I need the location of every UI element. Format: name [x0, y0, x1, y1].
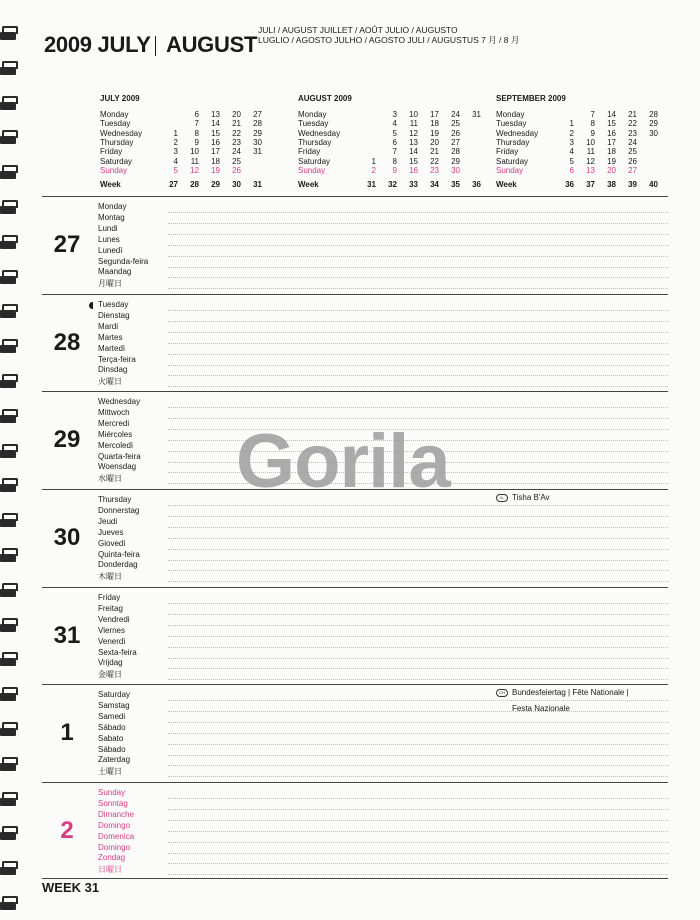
watermark-logo: Gorila [236, 419, 450, 504]
mini-date: 11 [586, 147, 595, 157]
holiday-note [496, 688, 629, 697]
day-name-translation: Domingo [98, 842, 131, 852]
mini-date: 26 [232, 165, 241, 175]
writing-line[interactable] [168, 679, 668, 680]
day-name-translation: Samedi [98, 711, 126, 721]
spiral-ring [0, 235, 20, 253]
writing-line[interactable] [168, 223, 668, 224]
day-name-translation: Maandag [98, 267, 132, 277]
mini-day-label: Wednesday [100, 128, 143, 138]
day-number: 30 [53, 524, 81, 551]
mini-date: 22 [628, 119, 637, 129]
mini-day-label: Friday [298, 147, 321, 157]
mini-date: 29 [253, 128, 262, 138]
day-number: 28 [53, 329, 81, 356]
mini-date: 18 [430, 119, 439, 129]
spiral-ring [0, 826, 20, 844]
mini-date: 25 [628, 147, 637, 157]
mini-date: 23 [430, 165, 439, 175]
mini-date: 11 [190, 156, 199, 166]
mini-calendar-title: JULY 2009 [100, 94, 140, 103]
spiral-ring [0, 548, 20, 566]
spiral-ring [0, 757, 20, 775]
spiral-ring [0, 409, 20, 427]
writing-line[interactable] [168, 765, 668, 766]
mini-date: 1 [569, 119, 574, 129]
mini-week-number: 40 [649, 180, 658, 189]
writing-line[interactable] [168, 700, 668, 701]
mini-day-label: Thursday [100, 137, 134, 147]
day-name-translation: Lunedì [98, 245, 123, 255]
mini-day-label: Monday [496, 110, 525, 119]
mini-date: 26 [628, 156, 637, 166]
mini-date: 27 [628, 165, 637, 175]
writing-line[interactable] [168, 332, 668, 333]
day-name-translation: Segunda-feira [98, 256, 149, 266]
day-name-translation: Tuesday [98, 300, 129, 309]
mini-date: 6 [194, 110, 199, 119]
day-name-translation: Dimanche [98, 809, 135, 819]
mini-week-number: 29 [211, 180, 220, 189]
mini-day-label: Tuesday [496, 119, 527, 129]
day-name-translation: Viernes [98, 625, 125, 635]
mini-date: 31 [253, 147, 262, 157]
mini-date: 15 [409, 156, 418, 166]
day-block[interactable] [42, 588, 668, 684]
mini-date: 26 [451, 128, 460, 138]
day-name-translation: Freitag [98, 603, 123, 613]
mini-date: 22 [232, 128, 241, 138]
mini-date: 2 [371, 165, 376, 175]
writing-line[interactable] [168, 310, 668, 311]
mini-date: 19 [430, 128, 439, 138]
spiral-ring [0, 687, 20, 705]
writing-line[interactable] [168, 636, 668, 637]
day-name-translation: Zaterdag [98, 755, 131, 765]
writing-line[interactable] [168, 321, 668, 322]
mini-date: 1 [173, 128, 178, 138]
day-name-translation: Terça-feira [98, 354, 136, 364]
mini-date: 7 [392, 147, 397, 157]
holiday-note [496, 493, 550, 502]
day-name-translation: Monday [98, 202, 127, 211]
mini-date: 19 [211, 165, 220, 175]
writing-line[interactable] [168, 625, 668, 626]
writing-line[interactable] [168, 853, 668, 854]
mini-week-number: 30 [232, 180, 241, 189]
mini-date: 9 [194, 137, 199, 147]
bottom-rule [42, 878, 668, 879]
day-name-translation: 水曜日 [98, 474, 122, 484]
mini-date: 24 [628, 137, 637, 147]
mini-week-label: Week [496, 180, 517, 189]
mini-date: 25 [232, 156, 241, 166]
mini-date: 13 [586, 165, 595, 175]
day-block[interactable] [42, 783, 668, 879]
writing-line[interactable] [168, 234, 668, 235]
mini-date: 4 [392, 119, 397, 129]
day-block[interactable] [42, 295, 668, 391]
writing-line[interactable] [168, 755, 668, 756]
mini-date: 4 [569, 147, 574, 157]
mini-date: 18 [211, 156, 220, 166]
spiral-ring [0, 270, 20, 288]
mini-week-number: 37 [586, 180, 595, 189]
mini-day-label: Saturday [298, 156, 331, 166]
mini-date: 21 [628, 110, 637, 119]
spiral-ring [0, 130, 20, 148]
writing-line[interactable] [168, 277, 668, 278]
mini-calendar-title: SEPTEMBER 2009 [496, 94, 566, 103]
spiral-ring [0, 374, 20, 392]
mini-week-number: 32 [388, 180, 397, 189]
mini-date: 4 [173, 156, 178, 166]
mini-day-label: Tuesday [298, 119, 329, 129]
day-name-translation: Lunes [98, 234, 120, 244]
mini-week-number: 36 [472, 180, 481, 189]
day-name-translation: Montag [98, 212, 125, 222]
day-name-translation: Martedì [98, 343, 126, 353]
writing-line[interactable] [168, 365, 668, 366]
day-number: 2 [60, 817, 74, 844]
mini-date: 8 [590, 119, 595, 129]
mini-date: 3 [392, 110, 397, 119]
mini-week-label: Week [298, 180, 319, 189]
day-name-translation: Domenica [98, 831, 135, 841]
mini-date: 20 [430, 137, 439, 147]
mini-date: 19 [607, 156, 616, 166]
header-month-august: AUGUST [166, 32, 258, 57]
day-name-translation: Quarta-feira [98, 451, 141, 461]
mini-week-number: 27 [169, 180, 178, 189]
spiral-ring [0, 165, 20, 183]
writing-line[interactable] [168, 288, 668, 289]
writing-line[interactable] [168, 820, 668, 821]
day-name-translation: Jeudi [98, 516, 118, 526]
spiral-ring [0, 200, 20, 218]
spiral-ring [0, 861, 20, 879]
mini-date: 5 [173, 165, 178, 175]
writing-line[interactable] [168, 386, 668, 387]
writing-line[interactable] [168, 798, 668, 799]
mini-date: 24 [451, 110, 460, 119]
day-name-translation: Donnerstag [98, 505, 140, 515]
writing-line[interactable] [168, 711, 668, 712]
mini-date: 31 [472, 110, 481, 119]
day-block[interactable] [42, 685, 668, 781]
writing-line[interactable] [168, 375, 668, 376]
mini-date: 27 [253, 110, 262, 119]
mini-day-label: Thursday [298, 137, 332, 147]
mini-week-number: 28 [190, 180, 199, 189]
spiral-ring [0, 896, 20, 914]
mini-date: 16 [211, 137, 220, 147]
day-name-translation: Thursday [98, 495, 132, 504]
writing-line[interactable] [168, 527, 668, 528]
writing-line[interactable] [168, 614, 668, 615]
writing-line[interactable] [168, 538, 668, 539]
moon-phase-icon [89, 302, 93, 309]
writing-line[interactable] [168, 570, 668, 571]
mini-date: 18 [607, 147, 616, 157]
mini-date: 6 [569, 165, 574, 175]
mini-day-label: Saturday [100, 156, 133, 166]
spiral-ring [0, 304, 20, 322]
writing-line[interactable] [168, 733, 668, 734]
spiral-ring [0, 26, 20, 44]
day-name-translation: Dienstag [98, 310, 130, 320]
day-name-translation: Samstag [98, 700, 130, 710]
writing-line[interactable] [168, 668, 668, 669]
header-translations-line1: JULI / AUGUST JUILLET / AOÛT JULIO / AUGUSTO [258, 25, 458, 35]
mini-date: 17 [430, 110, 439, 119]
mini-date: 27 [451, 137, 460, 147]
spiral-ring [0, 583, 20, 601]
day-name-translation: Lundi [98, 223, 118, 233]
mini-date: 5 [569, 156, 574, 166]
writing-line[interactable] [168, 744, 668, 745]
mini-date: 14 [607, 110, 616, 119]
mini-date: 25 [451, 119, 460, 129]
day-name-translation: Domingo [98, 820, 131, 830]
day-name-translation: Mercoledì [98, 440, 134, 450]
day-name-translation: Dinsdag [98, 365, 128, 375]
mini-date: 7 [194, 119, 199, 129]
spiral-ring [0, 513, 20, 531]
mini-day-label: Sunday [298, 165, 326, 175]
day-name-translation: Jueves [98, 527, 124, 537]
mini-date: 6 [392, 137, 397, 147]
country-badge-icon: CH [496, 689, 508, 697]
mini-date: 7 [590, 110, 595, 119]
mini-week-number: 31 [367, 180, 376, 189]
mini-day-label: Monday [100, 110, 129, 119]
spiral-ring [0, 792, 20, 810]
spiral-ring [0, 478, 20, 496]
spiral-ring [0, 618, 20, 636]
mini-date: 17 [607, 137, 616, 147]
mini-date: 17 [211, 147, 220, 157]
holiday-name: Tisha B'Av [512, 493, 550, 502]
day-name-translation: Venerdì [98, 636, 126, 646]
day-name-translation: Woensdag [98, 462, 137, 472]
day-name-translation: 木曜日 [98, 572, 122, 582]
country-badge-icon: IL [496, 494, 508, 502]
mini-day-label: Wednesday [298, 128, 341, 138]
mini-week-number: 34 [430, 180, 439, 189]
mini-date: 30 [649, 128, 658, 138]
mini-day-label: Sunday [496, 165, 524, 175]
mini-date: 23 [232, 137, 241, 147]
day-name-translation: 日曜日 [98, 865, 122, 875]
day-name-translation: Vendredi [98, 614, 130, 624]
mini-date: 24 [232, 147, 241, 157]
mini-date: 29 [451, 156, 460, 166]
mini-date: 12 [409, 128, 418, 138]
mini-date: 30 [451, 165, 460, 175]
mini-date: 28 [649, 110, 658, 119]
day-name-translation: 月曜日 [98, 279, 122, 289]
writing-line[interactable] [168, 354, 668, 355]
mini-date: 21 [430, 147, 439, 157]
day-name-translation: Mercredi [98, 418, 130, 428]
writing-line[interactable] [168, 658, 668, 659]
mini-date: 9 [590, 128, 595, 138]
mini-date: 20 [232, 110, 241, 119]
writing-line[interactable] [168, 603, 668, 604]
mini-date: 3 [569, 137, 574, 147]
writing-line[interactable] [168, 407, 668, 408]
mini-date: 11 [409, 119, 418, 129]
spiral-ring [0, 722, 20, 740]
day-number: 27 [53, 231, 81, 258]
mini-date: 30 [253, 137, 262, 147]
day-name-translation: Vrijdag [98, 658, 123, 668]
mini-day-label: Sunday [100, 165, 128, 175]
mini-day-label: Monday [298, 110, 327, 119]
header-year-month: 2009 JULY [44, 32, 151, 57]
mini-date: 14 [409, 147, 418, 157]
writing-line[interactable] [168, 267, 668, 268]
mini-date: 28 [451, 147, 460, 157]
mini-day-label: Saturday [496, 156, 529, 166]
mini-date: 16 [607, 128, 616, 138]
mini-week-label: Week [100, 180, 121, 189]
day-name-translation: Zondag [98, 853, 126, 863]
day-name-translation: Martes [98, 332, 123, 342]
writing-line[interactable] [168, 560, 668, 561]
mini-date: 10 [586, 137, 595, 147]
day-name-translation: Donderdag [98, 560, 138, 570]
writing-line[interactable] [168, 776, 668, 777]
writing-line[interactable] [168, 212, 668, 213]
mini-date: 8 [392, 156, 397, 166]
mini-week-number: 35 [451, 180, 460, 189]
mini-day-label: Wednesday [496, 128, 539, 138]
writing-line[interactable] [168, 505, 668, 506]
mini-date: 12 [190, 165, 199, 175]
mini-date: 2 [569, 128, 574, 138]
spiral-ring [0, 652, 20, 670]
writing-line[interactable] [168, 809, 668, 810]
day-name-translation: Mittwoch [98, 407, 130, 417]
spiral-ring [0, 61, 20, 79]
writing-line[interactable] [168, 831, 668, 832]
mini-date: 15 [211, 128, 220, 138]
mini-date: 29 [649, 119, 658, 129]
writing-line[interactable] [168, 842, 668, 843]
spiral-ring [0, 444, 20, 462]
day-number: 31 [53, 622, 81, 649]
day-name-translation: Friday [98, 593, 121, 602]
mini-date: 16 [409, 165, 418, 175]
mini-date: 1 [371, 156, 376, 166]
spiral-ring [0, 96, 20, 114]
mini-date: 15 [607, 119, 616, 129]
day-name-translation: Saturday [98, 690, 131, 699]
mini-date: 13 [211, 110, 220, 119]
mini-week-number: 39 [628, 180, 637, 189]
day-name-translation: Sábado [98, 744, 126, 754]
header-translations-line2: LUGLIO / AGOSTO JULHO / AGOSTO JULI / AUGUSTUS 7 月 / 8 月 [258, 35, 520, 45]
week-footer: WEEK 31 [42, 880, 100, 895]
mini-date: 9 [392, 165, 397, 175]
mini-week-number: 33 [409, 180, 418, 189]
writing-line[interactable] [168, 343, 668, 344]
day-name-translation: Mardi [98, 321, 119, 331]
day-name-translation: Giovedì [98, 538, 126, 548]
writing-line[interactable] [168, 549, 668, 550]
mini-date: 28 [253, 119, 262, 129]
day-name-translation: Wednesday [98, 397, 141, 406]
day-name-translation: 火曜日 [98, 377, 122, 387]
mini-date: 21 [232, 119, 241, 129]
mini-date: 14 [211, 119, 220, 129]
mini-calendar-title: AUGUST 2009 [298, 94, 352, 103]
header-translations [258, 25, 519, 45]
mini-date: 10 [409, 110, 418, 119]
writing-line[interactable] [168, 245, 668, 246]
writing-line[interactable] [168, 722, 668, 723]
day-name-translation: Sabato [98, 733, 124, 743]
day-number: 1 [60, 719, 74, 746]
mini-date: 5 [392, 128, 397, 138]
day-name-translation: 土曜日 [98, 767, 122, 777]
mini-date: 12 [586, 156, 595, 166]
mini-date: 23 [628, 128, 637, 138]
spiral-ring [0, 339, 20, 357]
writing-line[interactable] [168, 581, 668, 582]
mini-date: 22 [430, 156, 439, 166]
mini-date: 8 [194, 128, 199, 138]
day-number: 29 [53, 426, 81, 453]
mini-date: 10 [190, 147, 199, 157]
header-divider [155, 36, 156, 56]
writing-line[interactable] [168, 516, 668, 517]
day-name-translation: Sexta-feira [98, 647, 137, 657]
day-name-translation: Sunday [98, 788, 126, 797]
writing-line[interactable] [168, 863, 668, 864]
day-block[interactable] [42, 197, 668, 293]
holiday-name: Bundesfeiertag | Fête Nationale | [512, 688, 629, 697]
day-name-translation: Miércoles [98, 429, 133, 439]
mini-day-label: Friday [496, 147, 519, 157]
writing-line[interactable] [168, 874, 668, 875]
mini-week-number: 31 [253, 180, 262, 189]
writing-line[interactable] [168, 647, 668, 648]
mini-day-label: Friday [100, 147, 123, 157]
mini-day-label: Tuesday [100, 119, 131, 129]
holiday-name-cont: Festa Nazionale [512, 704, 570, 713]
mini-week-number: 38 [607, 180, 616, 189]
day-name-translation: 金曜日 [98, 670, 122, 680]
mini-date: 20 [607, 165, 616, 175]
mini-day-label: Thursday [496, 137, 530, 147]
mini-date: 13 [409, 137, 418, 147]
mini-date: 3 [173, 147, 178, 157]
writing-line[interactable] [168, 256, 668, 257]
day-name-translation: Sonntag [98, 798, 128, 808]
day-name-translation: Quinta-feira [98, 549, 140, 559]
day-name-translation: Sábado [98, 722, 126, 732]
mini-week-number: 36 [565, 180, 574, 189]
mini-date: 2 [173, 137, 178, 147]
